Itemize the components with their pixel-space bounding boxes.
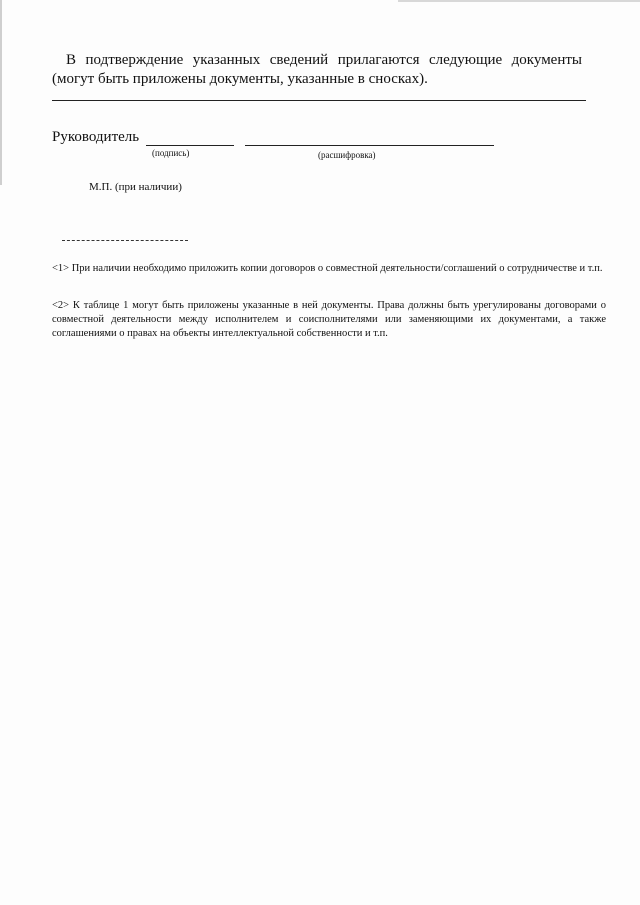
transcript-line bbox=[245, 145, 494, 146]
attachments-statement-line: В подтверждение указанных сведений прилагаются следующие документы bbox=[66, 52, 582, 68]
transcript-caption: (расшифровка) bbox=[318, 150, 376, 160]
signature-caption: (подпись) bbox=[152, 148, 190, 158]
attachments-statement bbox=[52, 51, 582, 89]
signature-block bbox=[52, 128, 502, 168]
signature-line bbox=[146, 145, 234, 146]
footnote-separator bbox=[62, 240, 188, 241]
stamp-place: М.П. (при наличии) bbox=[89, 181, 182, 193]
attachments-fill-line bbox=[52, 100, 586, 101]
head-label: Руководитель bbox=[52, 129, 140, 145]
scan-edge bbox=[398, 0, 640, 2]
footnote-2: <2> К таблице 1 могут быть приложены указанные в ней документы. Права должны быть урегулированы договорами о совместной деятельности между исполнителем и соисполнителями или заменяющими их документами, а также соглашениями о правах на объекты интеллектуальной собственности и т.п. bbox=[52, 300, 606, 339]
scan-edge bbox=[0, 0, 2, 185]
footnote-1: <1> При наличии необходимо приложить копии договоров о совместной деятельности/соглашений о сотрудничестве и т.п. bbox=[52, 263, 603, 274]
attachments-statement-line: (могут быть приложены документы, указанные в сносках). bbox=[52, 71, 428, 87]
